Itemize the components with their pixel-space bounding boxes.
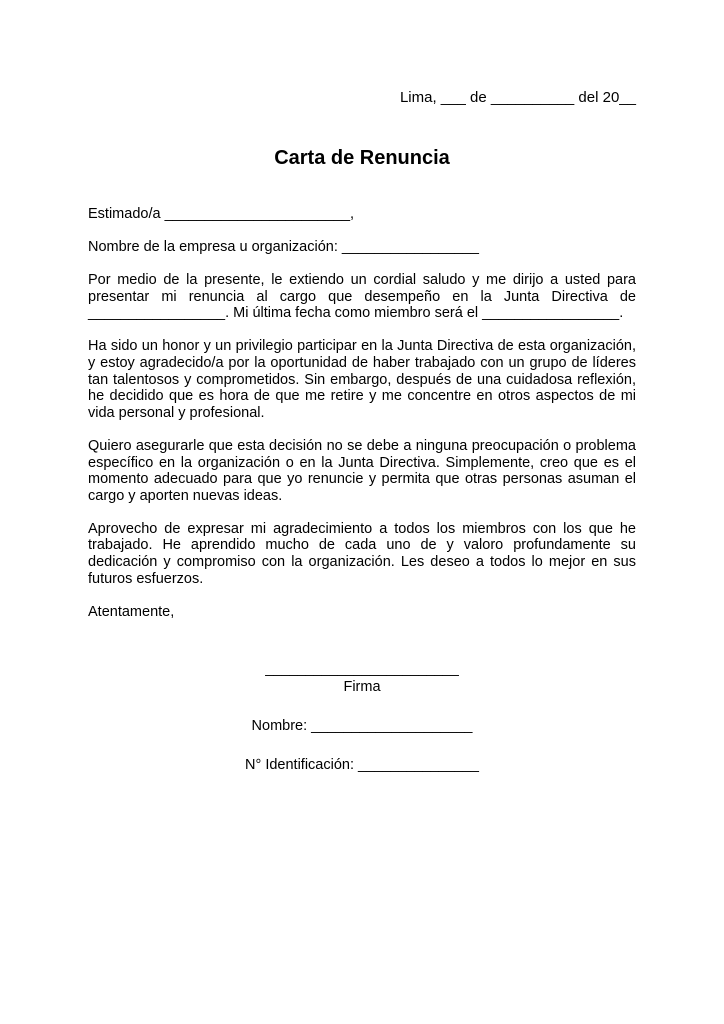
paragraph-2: Ha sido un honor y un privilegio participar en la Junta Directiva de esta organización, y estoy agradecido/a por la oportunidad de haber trabajado con un grupo de líderes tan talentosos y comprometidos. Sin embargo, después de una cuidadosa reflexión, he decidido que es hora de que me retire y me concentre en otros aspectos de mi vida personal y profesional. bbox=[88, 338, 641, 421]
document-title: Carta de Renuncia bbox=[274, 147, 450, 169]
closing-line: Atentamente, bbox=[88, 603, 175, 620]
paragraph-1: Por medio de la presente, le extiendo un cordial saludo y me dirijo a usted para presentar mi renuncia al cargo que desempeño en la Junta Directiva de _________________. Mi última fecha como miembro será el _________________. bbox=[88, 272, 641, 322]
paragraph-4: Aprovecho de expresar mi agradecimiento a todos los miembros con los que he trabajado. He aprendido mucho de cada uno de y valoro profundamente su dedicación y compromiso con la organización. Les deseo a todos lo mejor en sus futuros esfuerzos. bbox=[88, 520, 641, 587]
date-line: Lima, ___ de __________ del 20__ bbox=[399, 89, 636, 106]
name-field: Nombre: ____________________ bbox=[251, 718, 473, 734]
signature-label: Firma bbox=[343, 679, 381, 695]
greeting-line: Estimado/a _______________________, bbox=[88, 206, 355, 222]
company-line: Nombre de la empresa u organización: _________________ bbox=[88, 239, 479, 256]
signature-line: ________________________ bbox=[265, 661, 459, 677]
id-field: N° Identificación: _______________ bbox=[245, 757, 479, 773]
letter-body bbox=[88, 206, 641, 637]
paragraph-3: Quiero asegurarle que esta decisión no se debe a ninguna preocupación o problema específico en la organización o en la Junta Directiva. Simplemente, creo que es el momento adecuado para que yo renuncie y permita que otras personas asuman el cargo y aporten nuevas ideas. bbox=[88, 437, 641, 504]
